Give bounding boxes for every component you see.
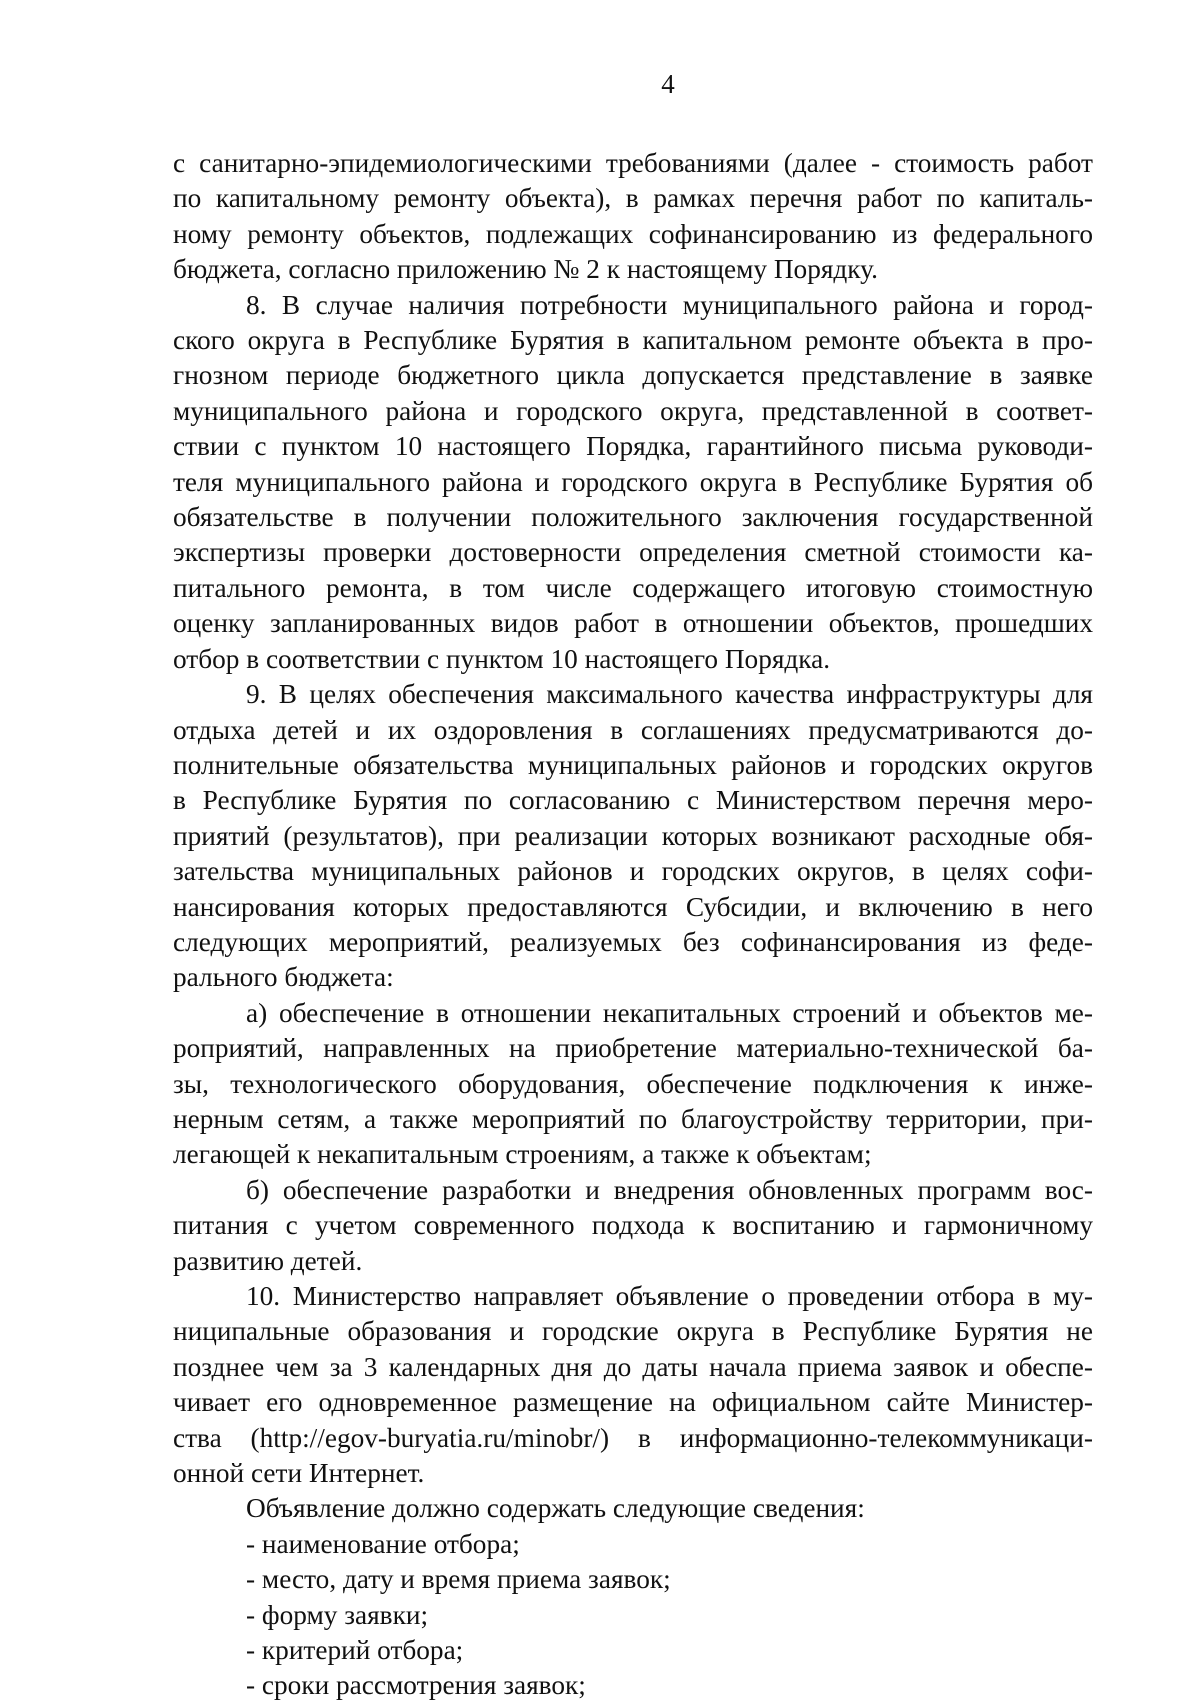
- text-line: нерным сетям, а также мероприятий по благоустройству территории, при-: [173, 1103, 1093, 1134]
- text-line: роприятий, направленных на приобретение материально-технической ба-: [173, 1033, 1093, 1064]
- text-line: Объявление должно содержать следующие сведения:: [246, 1493, 865, 1524]
- text-line: зы, технологического оборудования, обеспечение подключения к инже-: [173, 1068, 1093, 1099]
- text-line: гнозном периоде бюджетного цикла допускается представление в заявке: [173, 360, 1093, 391]
- text-line: б) обеспечение разработки и внедрения обновленных программ вос-: [246, 1174, 1093, 1205]
- text-line: ского округа в Республике Бурятия в капитальном ремонте объекта в про-: [173, 325, 1093, 356]
- text-line: отбор в соответствии с пунктом 10 настоящего Порядка.: [173, 643, 831, 674]
- list-item: - место, дату и время приема заявок;: [246, 1564, 671, 1595]
- text-line: ства (http://egov-buryatia.ru/minobr/) в информационно-телекоммуникаци-: [173, 1422, 1093, 1453]
- text-line: зательства муниципальных районов и городских округов, в целях софи-: [173, 856, 1093, 887]
- text-line: приятий (результатов), при реализации которых возникают расходные обя-: [173, 820, 1093, 851]
- text-line: полнительные обязательства муниципальных районов и городских округов: [173, 749, 1093, 780]
- list-item: - форму заявки;: [246, 1599, 429, 1630]
- text-line: 10. Министерство направляет объявление о проведении отбора в му-: [246, 1281, 1093, 1311]
- text-line: а) обеспечение в отношении некапитальных строений и объектов ме-: [246, 997, 1093, 1028]
- text-line: оценку запланированных видов работ в отношении объектов, прошедших: [173, 608, 1093, 639]
- document-body: [173, 146, 1093, 1704]
- text-line: экспертизы проверки достоверности определения сметной стоимости ка-: [173, 537, 1093, 568]
- text-line: теля муниципального района и городского округа в Республике Бурятия об: [173, 466, 1093, 497]
- text-line: питания с учетом современного подхода к воспитанию и гармоничному: [173, 1210, 1093, 1241]
- text-line: муниципального района и городского округа, представленной в соответ-: [173, 395, 1093, 426]
- text-line: с санитарно-эпидемиологическими требованиями (далее - стоимость работ: [173, 148, 1093, 178]
- list-item: - наименование отбора;: [246, 1528, 520, 1559]
- text-line: в Республике Бурятия по согласованию с Министерством перечня меро-: [173, 785, 1093, 816]
- page-number: 4: [661, 69, 675, 99]
- text-line: питального ремонта, в том числе содержащего итоговую стоимостную: [173, 572, 1093, 603]
- text-line: позднее чем за 3 календарных дня до даты начала приема заявок и обеспе-: [173, 1351, 1093, 1382]
- text-line: легающей к некапитальным строениям, а также к объектам;: [173, 1139, 872, 1170]
- text-line: 8. В случае наличия потребности муниципального района и город-: [246, 289, 1093, 320]
- text-line: ниципальные образования и городские округа в Республике Бурятия не: [173, 1316, 1093, 1347]
- list-item: - сроки рассмотрения заявок;: [246, 1670, 586, 1701]
- text-line: ному ремонту объектов, подлежащих софинансированию из федерального: [173, 218, 1093, 249]
- text-line: по капитальному ремонту объекта), в рамках перечня работ по капиталь-: [173, 183, 1093, 214]
- text-line: нансирования которых предоставляются Субсидии, и включению в него: [173, 891, 1093, 922]
- text-line: чивает его одновременное размещение на официальном сайте Министер-: [173, 1387, 1093, 1418]
- text-line: онной сети Интернет.: [173, 1458, 425, 1489]
- text-line: бюджета, согласно приложению № 2 к настоящему Порядку.: [173, 254, 878, 285]
- text-line: ствии с пунктом 10 настоящего Порядка, гарантийного письма руководи-: [173, 431, 1093, 462]
- text-line: 9. В целях обеспечения максимального качества инфраструктуры для: [246, 679, 1093, 710]
- text-line: развитию детей.: [173, 1245, 363, 1276]
- list-item: - критерий отбора;: [246, 1635, 464, 1666]
- text-line: рального бюджета:: [173, 962, 394, 993]
- text-line: обязательстве в получении положительного заключения государственной: [173, 502, 1093, 533]
- text-line: следующих мероприятий, реализуемых без софинансирования из феде-: [173, 926, 1093, 957]
- text-line: отдыха детей и их оздоровления в соглашениях предусматриваются до-: [173, 714, 1093, 745]
